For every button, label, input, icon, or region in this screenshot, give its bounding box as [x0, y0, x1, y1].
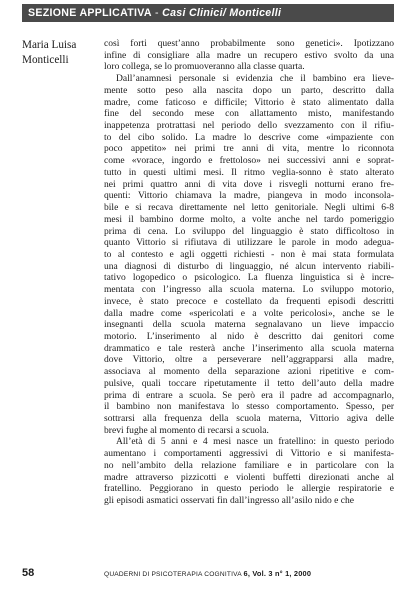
text-line: invece, è stato precoce e costellato da frequenti episodi descritti — [104, 295, 394, 307]
text-line: loro collega, se lo promuoveranno alla classe quarta. — [104, 61, 305, 73]
text-line: brevi fughe al momento di recarsi a scuola. — [104, 424, 269, 436]
header-separator: - — [151, 7, 163, 19]
text-line: prima di entrare a scuola. Se però era il padre ad accompagnarlo, — [104, 389, 394, 401]
text-line: insegnanti della scuola materna segnalavano un lieve impaccio — [104, 319, 394, 331]
article-body — [104, 38, 394, 507]
text-line: associava al momento della separazione azioni ripetitive e com- — [104, 366, 394, 378]
subsection-title: Casi Clinici/ Monticelli — [162, 7, 282, 19]
author-name — [22, 38, 92, 68]
text-line: mentata con l’ingresso alla scuola materna. Lo sviluppo motorio, — [104, 284, 394, 296]
text-line: come «vorace, ingordo e frettoloso» nei successivi anni e soprat- — [104, 155, 394, 167]
text-line: fratellino. Peggiorano in questo periodo le allergie respiratorie e — [104, 483, 394, 495]
text-line: to al contesto e agli oggetti richiesti - non è mai stata formulata — [104, 248, 394, 260]
text-line: prima di cena. Lo sviluppo del linguaggio è stato difficoltoso in — [104, 225, 394, 237]
text-line: una diagnosi di disturbo di linguaggio, né alcun intervento riabili- — [104, 260, 394, 272]
text-line: drammatico e tale resterà anche l’inserimento alla scuola materna — [104, 342, 394, 354]
text-line: inappetenza protrattasi nel periodo dello svezzamento con il rifiu- — [104, 120, 394, 132]
text-line: aumentano i comportamenti aggressivi di Vittorio e si manifesta- — [104, 448, 394, 460]
text-line: All’età di 5 anni e 4 mesi nasce un fratellino: in questo periodo — [116, 436, 394, 448]
text-line: tativo logopedico o psicologico. La fluenza linguistica si è incre- — [104, 272, 394, 284]
page-footer — [22, 567, 394, 581]
text-line: to del cibo solido. La madre lo descrive come «impaziente con — [104, 131, 394, 143]
journal-name: QUADERNI DI PSICOTERAPIA COGNITIVA — [104, 571, 242, 578]
text-line: quenti: Vittorio chiamava la madre, piangeva in modo inconsola- — [104, 190, 394, 202]
text-line: così forti quest’anno probabilmente sono genetici». Ipotizzano — [104, 38, 394, 49]
text-line: dove Vittorio, oltre a perseverare nell’aggrapparsi alla madre, — [104, 354, 394, 366]
text-line: quanto Vittorio si rifiutava di utilizzare le parole in modo adegua- — [104, 237, 394, 249]
section-header — [22, 4, 394, 22]
text-line: no nell’ambito della relazione familiare e in particolare con la — [104, 459, 394, 471]
text-line: dalla madre come «spericolati e a volte pericolosi», anche se le — [104, 307, 394, 319]
page-number: 58 — [22, 567, 35, 579]
text-line: motorio. L’inserimento al nido è descritto dai genitori come — [104, 330, 394, 342]
author-last-name: Monticelli — [22, 54, 69, 66]
text-line: nei primi quattro anni di vita dove i risvegli notturni erano fre- — [104, 178, 394, 190]
text-line: il bambino non manifestava lo stesso comportamento. Spesso, per — [104, 401, 394, 413]
text-line: gli episodi asmatici osservati fin dall’ingresso all’asilo nido e che — [104, 495, 355, 507]
text-line: bile e si recava direttamente nel letto genitoriale. Negli ultimi 6-8 — [104, 202, 394, 214]
text-line: madre, come faticoso e difficile; Vittorio è stato alimentato dalla — [104, 96, 394, 108]
text-line: infine di consigliare alla madre un recupero estivo svolto da una — [104, 49, 394, 61]
text-line: pulsive, quali toccare ripetutamente il tetto dell’auto della madre — [104, 377, 394, 389]
text-line: fine del secondo mese con allattamento misto, manifestando — [104, 108, 394, 120]
author-first-name: Maria Luisa — [22, 39, 77, 51]
journal-volume: 6, Vol. 3 n° 1, 2000 — [243, 569, 312, 578]
text-line: sottrarsi alla frequenza della scuola materna, Vittorio agiva delle — [104, 413, 394, 424]
text-line: Dall’anamnesi personale si evidenzia che il bambino era lieve- — [116, 73, 394, 85]
text-line: mesi il bambino dorme molto, a volte anche nel tardo pomeriggio — [104, 213, 394, 225]
text-line: tutto in questi ultimi mesi. Il ritmo veglia-sonno è stato alterato — [104, 166, 394, 178]
text-line: madre attraverso pizzicotti e violenti buffetti direzionati anche al — [104, 471, 394, 483]
journal-citation — [104, 569, 311, 578]
text-line: mente sotto peso alla nascita dopo un parto, descritto dalla — [104, 84, 394, 96]
text-line: poco appetito» nei primi tre anni di vita, mentre lo riconnota — [104, 143, 394, 155]
section-title: SEZIONE APPLICATIVA — [28, 7, 152, 19]
